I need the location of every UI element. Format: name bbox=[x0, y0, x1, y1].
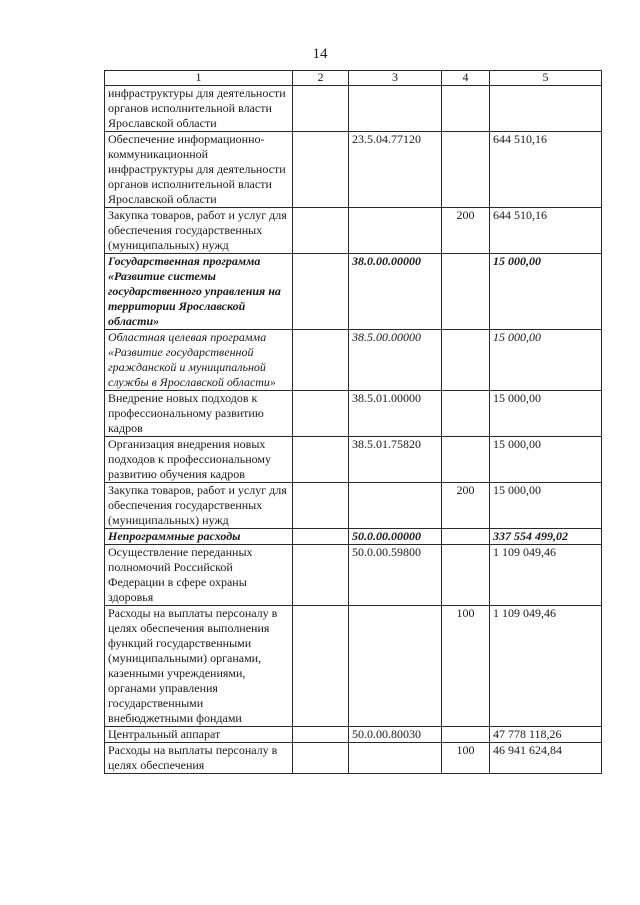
table-row bbox=[105, 330, 602, 391]
row-type-cell bbox=[442, 437, 490, 483]
table-row bbox=[105, 132, 602, 208]
table-row bbox=[105, 208, 602, 254]
row-name-cell: Обеспечение информационно-коммуникационной инфраструктуры для деятельности органов исполнительной власти Ярославской области bbox=[105, 132, 293, 208]
row-name-cell: Непрограммные расходы bbox=[105, 529, 293, 545]
row-type-cell bbox=[442, 330, 490, 391]
row-code-cell: 38.5.01.75820 bbox=[349, 437, 442, 483]
row-amount-cell: 1 109 049,46 bbox=[490, 606, 602, 727]
row-code-cell: 50.0.00.80030 bbox=[349, 727, 442, 743]
header-col-3: 3 bbox=[349, 71, 442, 86]
table-row bbox=[105, 606, 602, 727]
row-code-cell: 38.5.00.00000 bbox=[349, 330, 442, 391]
table-row bbox=[105, 727, 602, 743]
row-name-cell: Внедрение новых подходов к профессиональному развитию кадров bbox=[105, 391, 293, 437]
row-amount-cell: 337 554 499,02 bbox=[490, 529, 602, 545]
row-col2-cell bbox=[293, 606, 349, 727]
row-amount-cell bbox=[490, 86, 602, 132]
row-type-cell bbox=[442, 132, 490, 208]
row-type-cell: 100 bbox=[442, 743, 490, 774]
row-code-cell: 38.0.00.00000 bbox=[349, 254, 442, 330]
header-col-4: 4 bbox=[442, 71, 490, 86]
row-type-cell bbox=[442, 86, 490, 132]
row-type-cell bbox=[442, 254, 490, 330]
row-name-cell: Центральный аппарат bbox=[105, 727, 293, 743]
row-code-cell bbox=[349, 483, 442, 529]
row-code-cell: 50.0.00.59800 bbox=[349, 545, 442, 606]
row-col2-cell bbox=[293, 254, 349, 330]
row-code-cell bbox=[349, 86, 442, 132]
row-type-cell bbox=[442, 529, 490, 545]
table-row bbox=[105, 254, 602, 330]
row-col2-cell bbox=[293, 483, 349, 529]
row-code-cell: 23.5.04.77120 bbox=[349, 132, 442, 208]
budget-table bbox=[104, 70, 602, 774]
row-amount-cell: 15 000,00 bbox=[490, 391, 602, 437]
row-name-cell: Расходы на выплаты персоналу в целях обеспечения выполнения функций государственными (муниципальными) органами, казенными учреждениями, органами управления государственными внебюджетными фондами bbox=[105, 606, 293, 727]
row-amount-cell: 47 778 118,26 bbox=[490, 727, 602, 743]
row-name-cell: Осуществление переданных полномочий Российской Федерации в сфере охраны здоровья bbox=[105, 545, 293, 606]
row-col2-cell bbox=[293, 545, 349, 606]
row-amount-cell: 15 000,00 bbox=[490, 483, 602, 529]
row-name-cell: Областная целевая программа «Развитие государственной гражданской и муниципальной службы в Ярославской области» bbox=[105, 330, 293, 391]
row-type-cell: 200 bbox=[442, 483, 490, 529]
row-amount-cell: 15 000,00 bbox=[490, 254, 602, 330]
row-type-cell: 100 bbox=[442, 606, 490, 727]
row-amount-cell: 46 941 624,84 bbox=[490, 743, 602, 774]
row-col2-cell bbox=[293, 437, 349, 483]
table-row bbox=[105, 437, 602, 483]
table-row bbox=[105, 529, 602, 545]
row-code-cell bbox=[349, 208, 442, 254]
row-name-cell: инфраструктуры для деятельности органов исполнительной власти Ярославской области bbox=[105, 86, 293, 132]
row-amount-cell: 15 000,00 bbox=[490, 437, 602, 483]
row-col2-cell bbox=[293, 727, 349, 743]
row-type-cell bbox=[442, 545, 490, 606]
header-col-1: 1 bbox=[105, 71, 293, 86]
row-amount-cell: 644 510,16 bbox=[490, 208, 602, 254]
row-type-cell: 200 bbox=[442, 208, 490, 254]
row-amount-cell: 15 000,00 bbox=[490, 330, 602, 391]
row-name-cell: Расходы на выплаты персоналу в целях обеспечения bbox=[105, 743, 293, 774]
row-name-cell: Закупка товаров, работ и услуг для обеспечения государственных (муниципальных) нужд bbox=[105, 208, 293, 254]
row-name-cell: Закупка товаров, работ и услуг для обеспечения государственных (муниципальных) нужд bbox=[105, 483, 293, 529]
page-number: 14 bbox=[312, 46, 328, 62]
row-amount-cell: 1 109 049,46 bbox=[490, 545, 602, 606]
table-row bbox=[105, 743, 602, 774]
row-type-cell bbox=[442, 391, 490, 437]
row-code-cell: 50.0.00.00000 bbox=[349, 529, 442, 545]
row-col2-cell bbox=[293, 86, 349, 132]
row-code-cell: 38.5.01.00000 bbox=[349, 391, 442, 437]
row-col2-cell bbox=[293, 330, 349, 391]
row-amount-cell: 644 510,16 bbox=[490, 132, 602, 208]
row-col2-cell bbox=[293, 132, 349, 208]
row-col2-cell bbox=[293, 391, 349, 437]
row-code-cell bbox=[349, 606, 442, 727]
header-row bbox=[105, 71, 602, 86]
row-name-cell: Государственная программа «Развитие системы государственного управления на территории Ярославской области» bbox=[105, 254, 293, 330]
header-col-2: 2 bbox=[293, 71, 349, 86]
row-col2-cell bbox=[293, 208, 349, 254]
table-row bbox=[105, 86, 602, 132]
table-row bbox=[105, 483, 602, 529]
row-code-cell bbox=[349, 743, 442, 774]
row-col2-cell bbox=[293, 743, 349, 774]
row-name-cell: Организация внедрения новых подходов к профессиональному развитию обучения кадров bbox=[105, 437, 293, 483]
row-col2-cell bbox=[293, 529, 349, 545]
row-type-cell bbox=[442, 727, 490, 743]
table-row bbox=[105, 391, 602, 437]
table-row bbox=[105, 545, 602, 606]
header-col-5: 5 bbox=[490, 71, 602, 86]
